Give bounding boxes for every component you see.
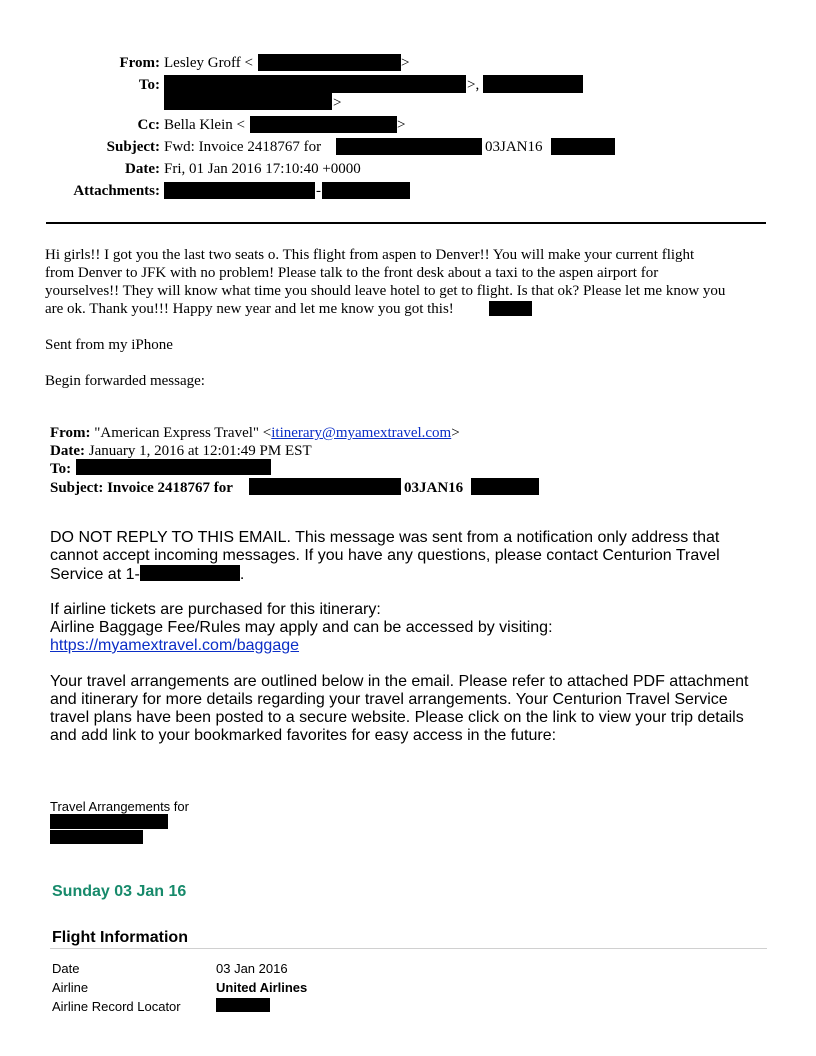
baggage-line: Airline Baggage Fee/Rules may apply and can be accessed by visiting: <box>50 619 553 636</box>
flight-row-label: Airline <box>52 980 89 995</box>
redaction-block <box>322 182 410 199</box>
flight-row-label: Date <box>52 961 80 976</box>
notice-phone-prefix: Service at 1- <box>50 566 140 583</box>
to-separator: >, <box>467 77 480 93</box>
notice-line: DO NOT REPLY TO THIS EMAIL. This message was sent from a notification only address that <box>50 529 720 546</box>
arrangements-paragraph <box>50 673 780 745</box>
forwarded-to-label: To: <box>50 461 72 477</box>
redaction-block <box>76 459 271 475</box>
redaction-block <box>140 565 240 581</box>
flight-row-value: 03 Jan 2016 <box>216 961 288 976</box>
forwarded-date-label: Date: <box>50 443 85 459</box>
forwarded-date <box>50 442 312 460</box>
cc-value: Bella Klein < <box>164 117 245 133</box>
redaction-block <box>483 75 583 93</box>
attachments-separator: - <box>316 183 321 199</box>
redaction-block <box>249 478 401 495</box>
date-value: Fri, 01 Jan 2016 17:10:40 +0000 <box>164 161 361 177</box>
forwarded-from-label: From: <box>50 425 91 441</box>
redaction-block <box>471 478 539 495</box>
redaction-block <box>258 54 401 71</box>
from-name: Lesley Groff < <box>164 55 253 71</box>
forwarded-subject-label: Subject: <box>50 480 104 496</box>
notice-line <box>50 565 780 584</box>
flight-info-heading: Flight Information <box>52 929 188 946</box>
redaction-block <box>336 138 482 155</box>
to-label: To: <box>138 77 160 93</box>
forwarded-from-close: > <box>451 425 460 441</box>
body-line: are ok. Thank you!!! Happy new year and let me know you got this! <box>45 301 454 317</box>
from-value <box>164 54 253 72</box>
baggage-line: If airline tickets are purchased for this itinerary: <box>50 601 381 618</box>
forwarded-subject <box>50 479 233 497</box>
flight-row-value: United Airlines <box>216 980 308 995</box>
forwarded-from-email-link[interactable]: itinerary@myamextravel.com <box>271 425 452 441</box>
body-line: Hi girls!! I got you the last two seats o. This flight from aspen to Denver!! You will make your current flight <box>45 247 695 263</box>
notice-line: cannot accept incoming messages. If you have any questions, please contact Centurion Travel <box>50 547 720 564</box>
flight-row-label: Airline Record Locator <box>52 999 181 1014</box>
arrangements-line: and itinerary for more details regarding your travel arrangements. Your Centurion Travel Service <box>50 691 728 708</box>
baggage-paragraph <box>50 601 780 655</box>
begin-forwarded: Begin forwarded message: <box>45 373 205 389</box>
forwarded-subject-value: Invoice 2418767 for <box>107 480 233 496</box>
forwarded-from-value: "American Express Travel" < <box>94 425 272 441</box>
travel-arrangements-for: Travel Arrangements for <box>50 799 189 814</box>
subject-value: Fwd: Invoice 2418767 for <box>164 139 322 155</box>
notice-paragraph <box>50 529 780 584</box>
attachments-label: Attachments: <box>73 183 160 199</box>
day-heading: Sunday 03 Jan 16 <box>52 883 187 900</box>
date-label: Date: <box>125 161 160 177</box>
subject-date: 03JAN16 <box>485 139 543 155</box>
forwarded-from <box>50 424 460 442</box>
redaction-block <box>164 93 332 110</box>
arrangements-line: Your travel arrangements are outlined below in the email. Please refer to attached PDF attachment <box>50 673 749 690</box>
forwarded-to <box>50 460 71 478</box>
redaction-block <box>164 75 466 93</box>
to-close: > <box>333 95 342 111</box>
subject-label: Subject: <box>106 139 160 155</box>
from-label: From: <box>119 55 160 71</box>
redaction-block <box>250 116 397 133</box>
sent-from: Sent from my iPhone <box>45 337 173 353</box>
cc-label: Cc: <box>137 117 160 133</box>
flight-info-divider <box>50 948 767 949</box>
notice-period: . <box>239 566 245 583</box>
redaction-block <box>551 138 615 155</box>
baggage-link[interactable]: https://myamextravel.com/baggage <box>50 637 300 654</box>
from-close: > <box>401 55 410 71</box>
redaction-block <box>50 814 168 829</box>
redaction-block <box>216 998 270 1012</box>
redaction-block <box>489 301 532 316</box>
arrangements-line: travel plans have been posted to a secure website. Please click on the link to view your trip details <box>50 709 744 726</box>
redaction-block <box>164 182 315 199</box>
forwarded-date-value: January 1, 2016 at 12:01:49 PM EST <box>88 443 312 459</box>
message-body <box>45 246 775 318</box>
body-line: from Denver to JFK with no problem! Please talk to the front desk about a taxi to the aspen airport for <box>45 265 659 281</box>
forwarded-subject-date: 03JAN16 <box>404 480 464 496</box>
body-line: yourselves!! They will know what time you should leave hotel to get to flight. Is that ok? Please let me know you <box>45 283 726 299</box>
cc-close: > <box>397 117 406 133</box>
redaction-block <box>50 830 143 844</box>
arrangements-line: and add link to your bookmarked favorites for easy access in the future: <box>50 727 557 744</box>
header-divider <box>46 222 766 224</box>
